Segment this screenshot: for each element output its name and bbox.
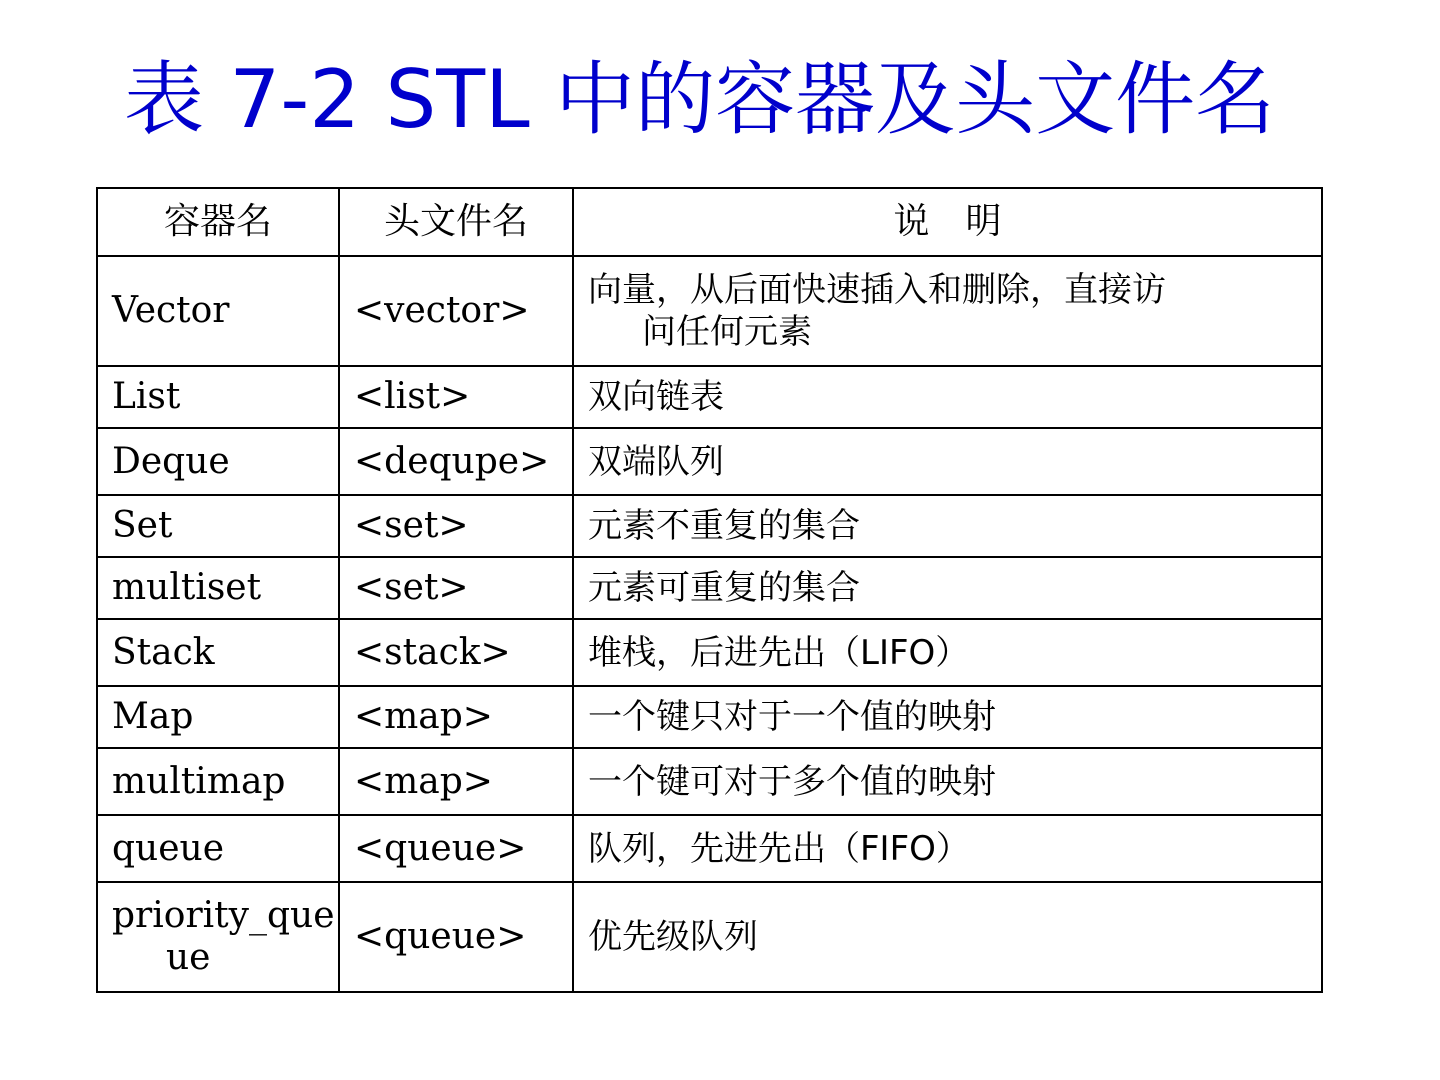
table-row (97, 366, 1322, 428)
cell-header-file: <queue> (339, 882, 573, 992)
cell-description (573, 256, 1322, 366)
cell-header-file: <map> (339, 686, 573, 748)
cell-header-file: <set> (339, 557, 573, 619)
cell-description-line: 问任何元素 (642, 312, 812, 352)
cell-description: 元素不重复的集合 (573, 495, 1322, 557)
cell-header-file: <set> (339, 495, 573, 557)
stl-container-table (96, 187, 1323, 993)
cell-header-file: <queue> (339, 815, 573, 882)
table-row (97, 619, 1322, 686)
cell-header-file: <list> (339, 366, 573, 428)
cell-container-name: List (97, 366, 339, 428)
cell-description: 一个键只对于一个值的映射 (573, 686, 1322, 748)
table-row (97, 557, 1322, 619)
page-title: 表 7-2 STL 中的容器及头文件名 (124, 53, 1276, 146)
column-header-container-name: 容器名 (97, 188, 339, 256)
table-header-row (97, 188, 1322, 256)
cell-header-file: <vector> (339, 256, 573, 366)
cell-container-name: Stack (97, 619, 339, 686)
cell-container-name: queue (97, 815, 339, 882)
cell-description: 双向链表 (573, 366, 1322, 428)
column-header-description: 说 明 (573, 188, 1322, 256)
cell-container-name: Deque (97, 428, 339, 495)
cell-description: 一个键可对于多个值的映射 (573, 748, 1322, 815)
cell-description: 双端队列 (573, 428, 1322, 495)
cell-description: 堆栈，后进先出（LIFO） (573, 619, 1322, 686)
cell-description-line: 向量，从后面快速插入和删除，直接访 (588, 270, 1166, 310)
cell-container-name (97, 882, 339, 992)
table-row (97, 495, 1322, 557)
cell-container-name-line: priority_que (112, 895, 335, 936)
table-row (97, 686, 1322, 748)
table-row (97, 428, 1322, 495)
cell-container-name: Set (97, 495, 339, 557)
table-row (97, 815, 1322, 882)
table-row (97, 882, 1322, 992)
cell-description: 元素可重复的集合 (573, 557, 1322, 619)
cell-description: 队列，先进先出（FIFO） (573, 815, 1322, 882)
cell-header-file: <map> (339, 748, 573, 815)
cell-container-name: multimap (97, 748, 339, 815)
cell-description: 优先级队列 (573, 882, 1322, 992)
cell-container-name: Map (97, 686, 339, 748)
cell-container-name: multiset (97, 557, 339, 619)
cell-header-file: <stack> (339, 619, 573, 686)
cell-container-name-line: ue (166, 937, 211, 978)
table-row (97, 256, 1322, 366)
column-header-header-file: 头文件名 (339, 188, 573, 256)
cell-container-name: Vector (97, 256, 339, 366)
cell-header-file: <dequpe> (339, 428, 573, 495)
table-row (97, 748, 1322, 815)
